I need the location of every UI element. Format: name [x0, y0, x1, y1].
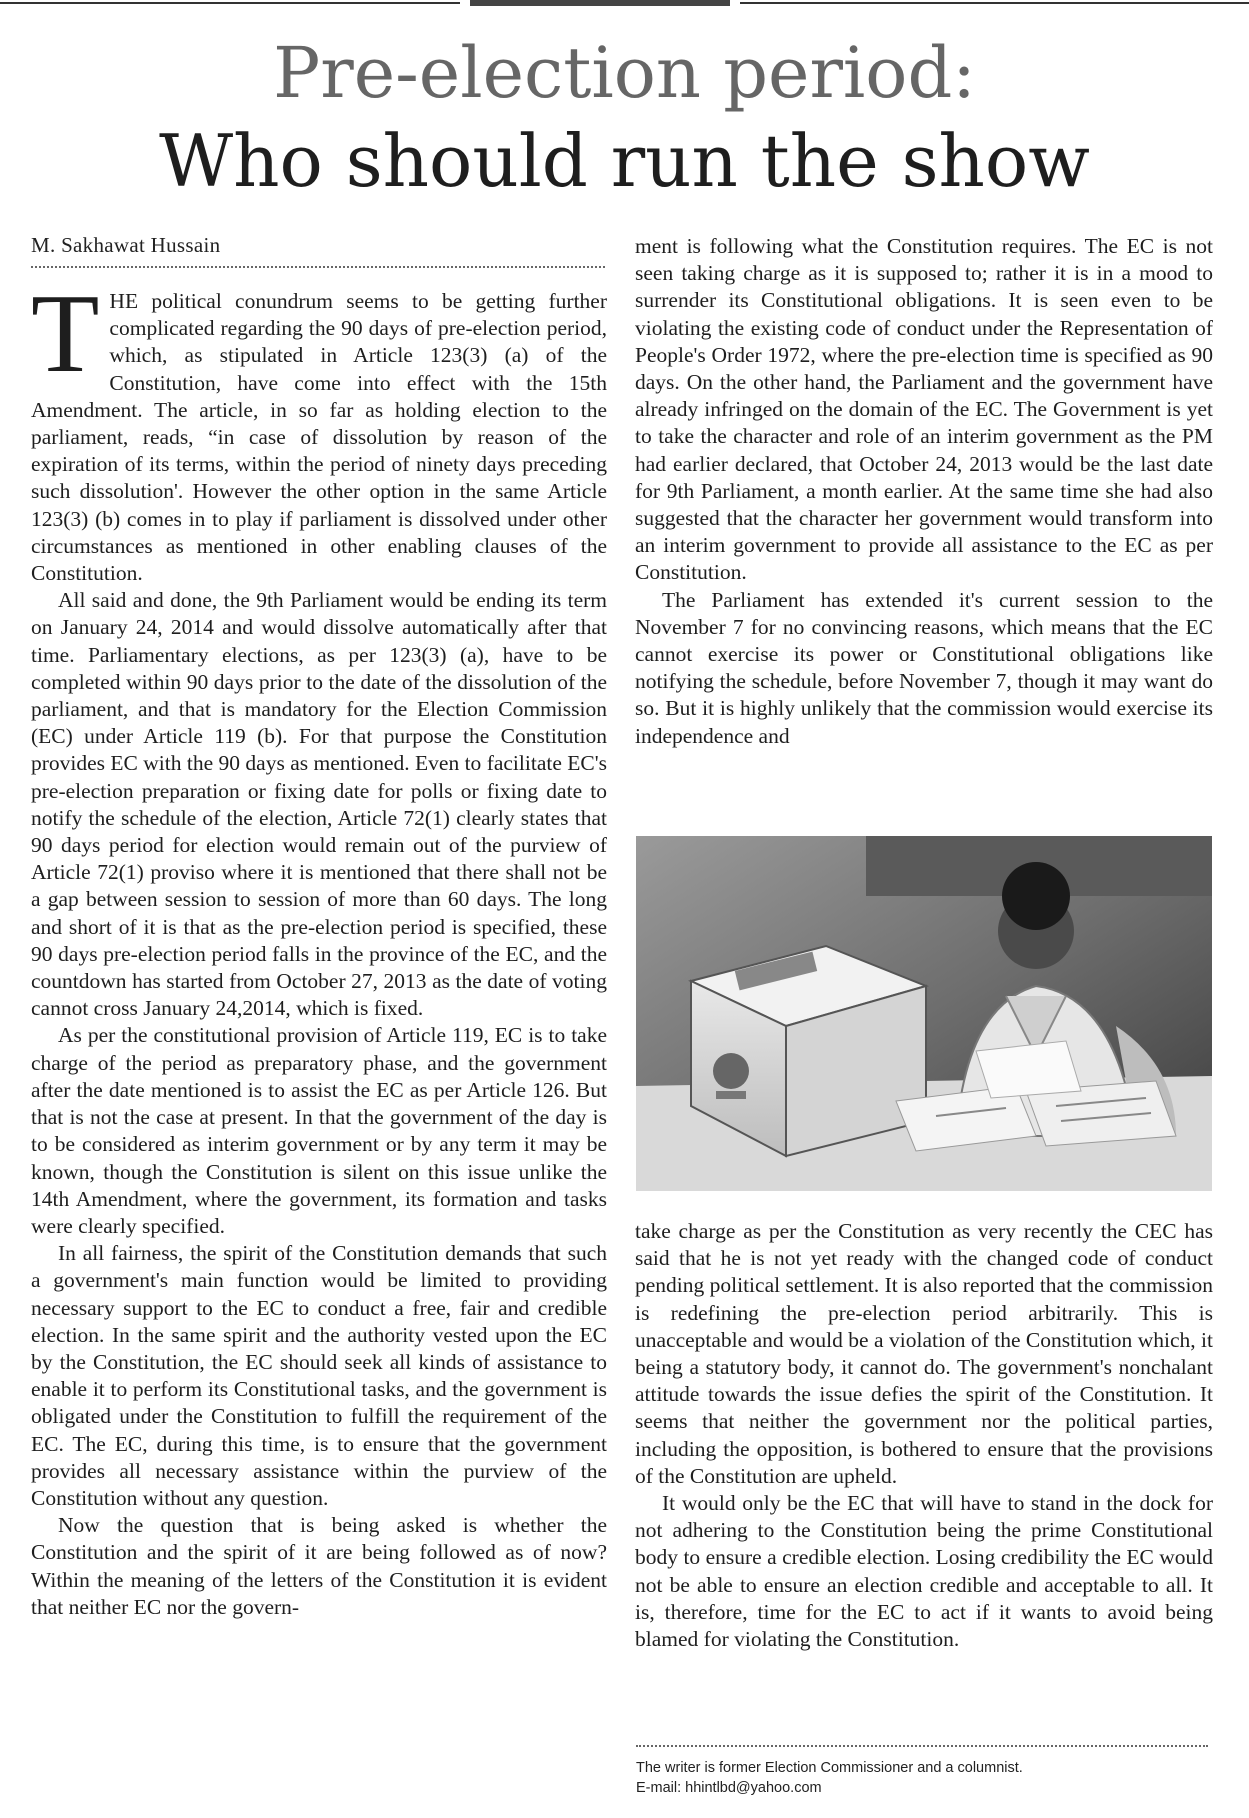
ballot-box-photo: [636, 836, 1212, 1191]
headline-line-2: Who should run the show: [159, 119, 1090, 203]
paragraph-8: take charge as per the Constitution as very recently the CEC has said that he is not yet ready with the changed code of conduct pending political settlement. It is also reported that the commission is redefining the pre-election period arbitrarily. This is unacceptable and would be a violation of the Constitution which, it being a statutory body, it cannot do. The government's nonchalant attitude towards the issue defies the spirit of the Constitution. It seems that neither the government nor the political parties, including the opposition, is bothered to ensure that the provisions of the Constitution are upheld.: [635, 1219, 1213, 1488]
paragraph-9: It would only be the EC that will have to stand in the dock for not adhering to the Constitution being the prime Constitutional body to ensure a credible election. Losing credibility the EC would not be able to ensure an election credible and acceptable to all. It is, therefore, time for the EC to act if it wants to avoid being blamed for violating the Constitution.: [635, 1491, 1213, 1652]
headline: [0, 30, 1249, 206]
byline: M. Sakhawat Hussain: [31, 233, 221, 257]
paragraph-3: As per the constitutional provision of Article 119, EC is to take charge of the period as preparatory phase, and the government after the date mentioned is to assist the EC as per Article 126. But that is not the case at present. In that the government of the day is to be considered as interim government or by any term it may be known, though the Constitution is silent on this issue unlike the 14th Amendment, where the government, its formation and tasks were clearly specified.: [31, 1023, 607, 1238]
paragraph-6: ment is following what the Constitution requires. The EC is not seen taking charge as it is supposed to; rather it is in a mood to surrender its Constitutional obligations. It is seen even to be violating the existing code of conduct under the Representation of People's Order 1972, where the pre-election time is specified as 90 days. On the other hand, the Parliament and the government have already infringed on the domain of the EC. The Government is yet to take the character and role of an interim government as the PM had earlier declared, that October 24, 2013 would be the last date for 9th Parliament, a month earlier. At the same time she had also suggested that the character her government would transform into an interim government to provide all assistance to the EC as per Constitution.: [635, 234, 1213, 585]
paragraph-7: The Parliament has extended it's current session to the November 7 for no convincing reasons, which means that the EC cannot exercise its power or Constitutional obligations like notifying the schedule, before November 7, though it may want do so. But it is highly unlikely that the commission would exercise its independence and: [635, 587, 1213, 748]
author-bio: The writer is former Election Commissioner and a columnist.: [636, 1760, 1023, 1776]
headline-line-1: Pre-election period:: [273, 32, 976, 114]
paragraph-4: In all fairness, the spirit of the Constitution demands that such a government's main function would be limited to providing necessary support to the EC to conduct a free, fair and credible election. In the same spirit and the authority vested upon the EC by the Constitution, the EC should seek all kinds of assistance to enable it to perform its Constitutional tasks, and the government is obligated under the Constitution to fulfill the requirement of the EC. The EC, during this time, is to ensure that the government provides all necessary assistance within the purview of the Constitution without any question.: [31, 1241, 607, 1510]
author-note: [636, 1758, 1023, 1798]
footer-divider: [636, 1745, 1208, 1747]
author-email[interactable]: E-mail: hhintlbd@yahoo.com: [636, 1780, 822, 1796]
paragraph-2: All said and done, the 9th Parliament would be ending its term on January 24, 2014 and would dissolve automatically after that time. Parliamentary elections, as per 123(3) (a), have to be completed within 90 days prior to the date of the dissolution of the parliament, and that is mandatory for the Election Commission (EC) under Article 119 (b). For that purpose the Constitution provides EC with the 90 days as mentioned. Even to facilitate EC's pre-election preparation or fixing date for polls or fixing date to notify the schedule of the election, Article 72(1) clearly states that 90 days period for election would remain out of the purview of Article 72(1) proviso where it is mentioned that there shall not be a gap between session to session of more than 60 days. The long and short of it is that as the pre-election period is specified, these 90 days pre-election period falls in the province of the EC, and the countdown has started from October 27, 2013 as the date of voting cannot cross January 24,2014, which is fixed.: [31, 588, 607, 1021]
masthead-rule: [0, 0, 1249, 8]
paragraph-1: THE political conundrum seems to be getting further complicated regarding the 90 days of pre-election period, which, as stipulated in Article 123(3) (a) of the Constitution, have come into effect with the 15th Amendment. The article, in so far as holding election to the parliament, reads, “in case of dissolution by reason of the expiration of its terms, within the period of ninety days preceding such dissolution'. However the other option in the same Article 123(3) (b) comes in to play if parliament is dissolved under other circumstances as mentioned in other enabling clauses of the Constitution.: [31, 288, 607, 586]
drop-cap: T: [31, 288, 100, 396]
article-column-1: [31, 288, 607, 1806]
paragraph-5: Now the question that is being asked is whether the Constitution and the spirit of it are being followed as of now? Within the meaning of the letters of the Constitution it is evident that neither EC nor the govern-: [31, 1513, 607, 1619]
byline-divider: [31, 266, 605, 268]
article-column-2-bottom: [635, 1218, 1213, 1730]
article-column-2-top: [635, 233, 1213, 808]
